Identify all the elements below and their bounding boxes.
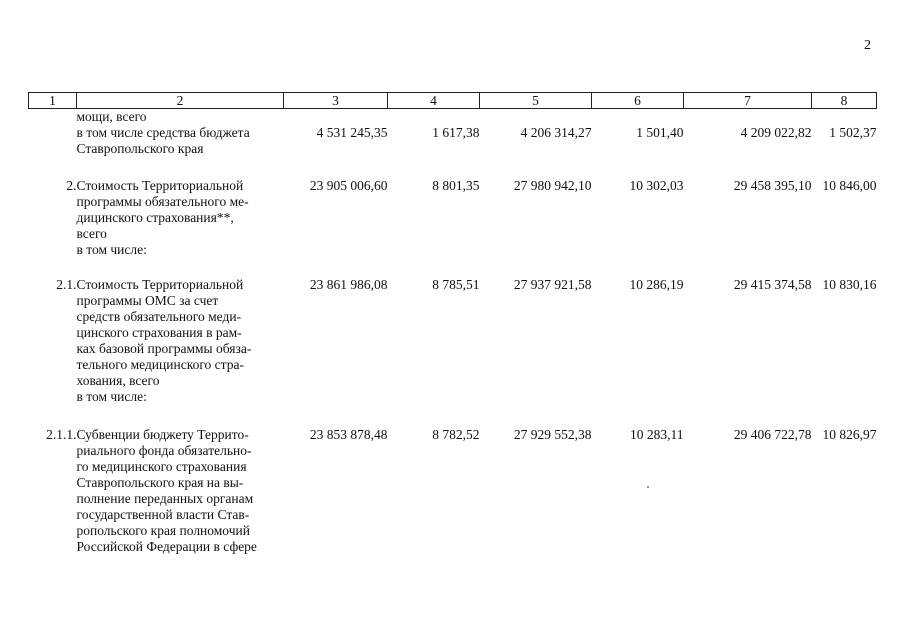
description-line: в том числе средства бюджета — [76, 125, 250, 140]
value-cell: 27 937 921,58 — [513, 277, 592, 292]
description-line: государственной власти Став- — [76, 507, 250, 522]
description-line: хования, всего — [76, 373, 160, 388]
value-cell: 8 785,51 — [432, 277, 480, 292]
row-number — [29, 109, 77, 170]
value-cell: 10 830,16 — [822, 277, 877, 292]
description-line: в том числе: — [76, 242, 147, 257]
row-description — [77, 169, 284, 264]
table-header-row — [29, 93, 877, 109]
budget-table — [28, 92, 877, 567]
description-line: средств обязательного меди- — [76, 309, 242, 324]
column-header: 7 — [684, 93, 812, 109]
table-row — [29, 109, 877, 170]
value-cell: 1 502,37 — [829, 125, 877, 140]
value-cell: 4 206 314,27 — [520, 125, 592, 140]
description-line: полнение переданных органам — [76, 491, 254, 506]
description-line: Стоимость Территориальной — [76, 277, 244, 292]
scan-speck — [647, 486, 649, 488]
value-cell: 10 302,03 — [629, 178, 684, 193]
value-cell: 1 501,40 — [636, 125, 684, 140]
description-line: мощи, всего — [76, 109, 147, 124]
table-row — [29, 264, 877, 413]
value-cell: 10 846,00 — [822, 178, 877, 193]
description-line: программы ОМС за счет — [76, 293, 219, 308]
description-line: Ставропольского края на вы- — [76, 475, 244, 490]
column-header: 1 — [29, 93, 77, 109]
description-line: тельного медицинского стра- — [76, 357, 244, 372]
row-description — [77, 109, 284, 170]
value-cell: 23 905 006,60 — [309, 178, 388, 193]
table-row — [29, 169, 877, 264]
description-line: Субвенции бюджету Террито- — [76, 427, 249, 442]
value-cell: 27 980 942,10 — [513, 178, 592, 193]
column-header: 3 — [284, 93, 388, 109]
description-line: Российской Федерации в сфере — [76, 539, 257, 554]
value-cell: 29 415 374,58 — [733, 277, 812, 292]
column-header: 5 — [480, 93, 592, 109]
column-header: 8 — [812, 93, 877, 109]
description-line: риального фонда обязательно- — [76, 443, 252, 458]
value-cell: 29 406 722,78 — [733, 427, 812, 442]
column-header: 2 — [77, 93, 284, 109]
description-line: дицинского страхования**, — [76, 210, 234, 225]
column-header: 6 — [592, 93, 684, 109]
row-description — [77, 264, 284, 413]
value-cell: 10 286,19 — [629, 277, 684, 292]
description-line: Ставропольского края — [76, 141, 204, 156]
description-line: ропольского края полномочий — [76, 523, 250, 538]
column-header: 4 — [388, 93, 480, 109]
value-cell: 10 283,11 — [630, 427, 684, 442]
row-number: 2.1. — [56, 277, 77, 292]
description-line: в том числе: — [76, 389, 147, 404]
description-line: ках базовой программы обяза- — [76, 341, 252, 356]
description-line: программы обязательного ме- — [76, 194, 249, 209]
description-line: Стоимость Территориальной — [76, 178, 244, 193]
value-cell: 23 861 986,08 — [309, 277, 388, 292]
description-line: го медицинского страхования — [76, 459, 247, 474]
value-cell: 8 801,35 — [432, 178, 480, 193]
description-line: всего — [76, 226, 107, 241]
row-number: 2. — [66, 178, 77, 193]
value-cell: 29 458 395,10 — [733, 178, 812, 193]
table-row — [29, 413, 877, 567]
value-cell: 23 853 878,48 — [309, 427, 388, 442]
value-cell: 8 782,52 — [432, 427, 480, 442]
value-cell: 10 826,97 — [822, 427, 877, 442]
value-cell: 27 929 552,38 — [513, 427, 592, 442]
value-cell: 4 531 245,35 — [316, 125, 388, 140]
row-description — [77, 413, 284, 567]
page-number: 2 — [864, 38, 871, 53]
description-line: цинского страхования в рам- — [76, 325, 242, 340]
value-cell: 1 617,38 — [432, 125, 480, 140]
value-cell: 4 209 022,82 — [740, 125, 812, 140]
row-number: 2.1.1. — [46, 427, 77, 442]
